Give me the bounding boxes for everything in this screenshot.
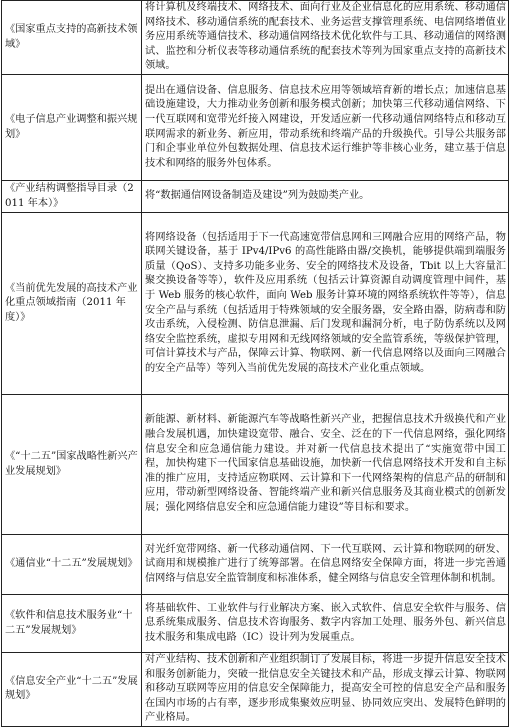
policy-description: 将计算机及终端技术、网络技术、面向行业及企业信息化的应用系统、移动通信网络技术、移动通信系统的配套技术、业务运营支撑管理系统、电信网络增值业务应用系统等通信技术、移动通信网络技术优化软件与工具、移动通信的网络测试、监控和分析仪表等移动通信系统的配套技术等列为国家重点支持的高新技术领域。 [142,1,509,75]
table-row [2,395,509,535]
table-row [2,1,509,75]
policy-name: 《软件和信息技术服务业“十二五”发展规划》 [2,595,142,653]
table-row [2,535,509,595]
policy-name: 《产业结构调整指导目录（2011 年本）》 [2,181,142,213]
policy-description: 将网络设备（包括适用于下一代高速宽带信息网和三网融合应用的网络产品，物联网关键设备，基于 IPv4/IPv6 的高性能路由器/交换机，能够提供端到端服务质量（QoS）、支持多功能多业务、安全的网络技术及设备，Tbit 以上大容量汇聚交换设备等等），软件及应用系统（包括云计算资源自动调度管理中间件，基于 Web 服务的核心软件，面向 Web 服务计算环境的网络系统软件等等），信息安全产品与系统（包括适用于特殊领域的安全服务器，安全路由器，防病毒和防攻击系统，入侵检测、防信息泄漏、后门发现和漏洞分析，电子防伪系统以及网络安全监控系统，虚拟专用网和无线网络领域的安全监管系统，等级保护管理，可信计算技术与产品，保障云计算、物联网、新一代信息网络以及面向三网融合的安全产品等）等列入当前优先发展的高技术产业化重点领域。 [142,213,509,395]
policy-name: 《通信业“十二五”发展规划》 [2,535,142,595]
policy-description: 对光纤宽带网络、新一代移动通信网、下一代互联网、云计算和物联网的研发、试商用和规模推广进行了统筹部署。在信息网络安全保障方面，将进一步完善通信网络与信息安全监管制度和标准体系，健全网络与信息安全管理体制和机制。 [142,535,509,595]
policy-description: 新能源、新材料、新能源汽车等战略性新兴产业，把握信息技术升级换代和产业融合发展机遇，加快建设宽带、融合、安全、泛在的下一代信息网络，强化网络信息安全和应急通信能力建设。并对新一代信息技术提出了“实施宽带中国工程，加快构建下一代国家信息基础设施，加快新一代信息网络技术开发和自主标准的推广应用，支持适应物联网、云计算和下一代网络架构的信息产品的研制和应用，带动新型网络设备、智能终端产业和新兴信息服务及其商业模式的创新发展；强化网络信息安全和应急通信能力建设”等目标和要求。 [142,395,509,535]
policy-description: 将基础软件、工业软件与行业解决方案、嵌入式软件、信息安全软件与服务、信息系统集成服务、信息技术咨询服务、数字内容加工处理、服务外包、新兴信息技术服务和集成电路（IC）设计列为发展重点。 [142,595,509,653]
policy-name: 《电子信息产业调整和振兴规划》 [2,75,142,181]
policy-name: 《当前优先发展的高技术产业化重点领域指南（2011 年度）》 [2,213,142,395]
table-row [2,653,509,727]
policy-name: 《国家重点支持的高新技术领域》 [2,1,142,75]
table-row [2,75,509,181]
policy-table [1,0,509,727]
policy-name: 《“十二五”国家战略性新兴产业发展规划》 [2,395,142,535]
table-row [2,181,509,213]
policy-description: 提出在通信设备、信息服务、信息技术应用等领域培育新的增长点；加速信息基础设施建设，大力推动业务创新和服务模式创新；加快第三代移动通信网络、下一代互联网和宽带光纤接入网建设，开发适应新一代移动通信网络特点和移动互联网需求的新业务、新应用，带动系统和终端产品的升级换代。引导公共服务部门和企事业单位外包数据处理、信息技术运行维护等非核心业务，建立基于信息技术和网络的服务外包体系。 [142,75,509,181]
policy-name: 《信息安全产业“十二五”发展规划》 [2,653,142,727]
table-row [2,595,509,653]
policy-description: 对产业结构、技术创新和产业组织制订了发展目标，将进一步提升信息安全技术和服务创新能力，突破一批信息安全关键技术和产品，形成支撑云计算、物联网和移动互联网等应用的信息安全保障能力，提高安全可控的信息安全产品和服务在国内市场的占有率，逐步形成集聚效应明显、协同效应突出、发展特色鲜明的产业格局。 [142,653,509,727]
table-row [2,213,509,395]
policy-description: 将“数据通信网设备制造及建设”列为鼓励类产业。 [142,181,509,213]
